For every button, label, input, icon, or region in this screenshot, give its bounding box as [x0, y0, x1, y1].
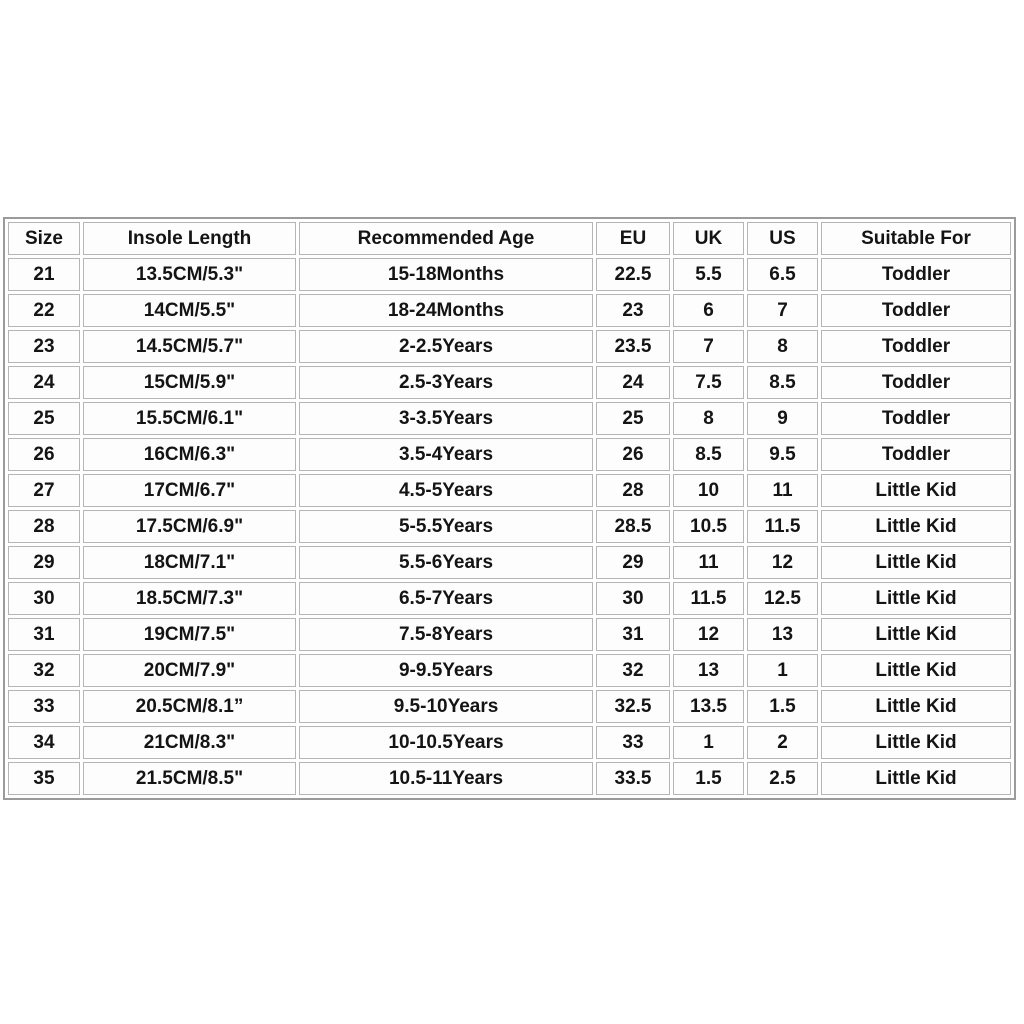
- table-cell: 32.5: [596, 690, 670, 723]
- table-cell: 16CM/6.3": [83, 438, 296, 471]
- table-row: [8, 510, 1011, 543]
- table-cell: 8: [747, 330, 818, 363]
- table-cell: 2: [747, 726, 818, 759]
- table-cell: 21: [8, 258, 80, 291]
- table-cell: 21CM/8.3": [83, 726, 296, 759]
- table-cell: 11: [673, 546, 744, 579]
- table-row: [8, 690, 1011, 723]
- table-cell: Toddler: [821, 330, 1011, 363]
- table-cell: Little Kid: [821, 510, 1011, 543]
- table-cell: 22.5: [596, 258, 670, 291]
- table-cell: 31: [8, 618, 80, 651]
- table-cell: 10-10.5Years: [299, 726, 593, 759]
- table-cell: 6.5-7Years: [299, 582, 593, 615]
- table-cell: 14.5CM/5.7": [83, 330, 296, 363]
- table-cell: 1.5: [673, 762, 744, 795]
- table-cell: 9.5-10Years: [299, 690, 593, 723]
- table-cell: 9.5: [747, 438, 818, 471]
- table-cell: 34: [8, 726, 80, 759]
- table-cell: 10: [673, 474, 744, 507]
- table-cell: Little Kid: [821, 690, 1011, 723]
- table-cell: 22: [8, 294, 80, 327]
- table-cell: 12: [747, 546, 818, 579]
- table-cell: 10.5: [673, 510, 744, 543]
- table-cell: Little Kid: [821, 582, 1011, 615]
- table-cell: 21.5CM/8.5": [83, 762, 296, 795]
- table-cell: 11: [747, 474, 818, 507]
- table-row: [8, 294, 1011, 327]
- table-cell: Little Kid: [821, 762, 1011, 795]
- table-cell: 13: [747, 618, 818, 651]
- table-cell: Toddler: [821, 366, 1011, 399]
- table-cell: 2.5: [747, 762, 818, 795]
- table-cell: 29: [596, 546, 670, 579]
- table-cell: 33.5: [596, 762, 670, 795]
- table-cell: Little Kid: [821, 618, 1011, 651]
- table-cell: 9-9.5Years: [299, 654, 593, 687]
- table-cell: 17CM/6.7": [83, 474, 296, 507]
- table-cell: 6: [673, 294, 744, 327]
- table-cell: 32: [8, 654, 80, 687]
- size-chart: [3, 217, 1016, 800]
- table-cell: Little Kid: [821, 654, 1011, 687]
- table-cell: 7: [747, 294, 818, 327]
- table-cell: 8.5: [673, 438, 744, 471]
- table-cell: 2-2.5Years: [299, 330, 593, 363]
- table-cell: 18-24Months: [299, 294, 593, 327]
- table-cell: 27: [8, 474, 80, 507]
- table-cell: 18CM/7.1": [83, 546, 296, 579]
- table-cell: Toddler: [821, 294, 1011, 327]
- header-cell-suitable-for: Suitable For: [821, 222, 1011, 255]
- table-cell: 5.5-6Years: [299, 546, 593, 579]
- table-body: [8, 258, 1011, 795]
- table-cell: 13.5: [673, 690, 744, 723]
- table-row: [8, 474, 1011, 507]
- table-cell: 25: [596, 402, 670, 435]
- table-row: [8, 726, 1011, 759]
- table-cell: 31: [596, 618, 670, 651]
- table-cell: 15-18Months: [299, 258, 593, 291]
- header-cell-us: US: [747, 222, 818, 255]
- table-cell: 20CM/7.9": [83, 654, 296, 687]
- table-cell: 35: [8, 762, 80, 795]
- table-cell: 26: [8, 438, 80, 471]
- table-cell: 33: [596, 726, 670, 759]
- table-row: [8, 618, 1011, 651]
- table-row: [8, 366, 1011, 399]
- table-cell: Little Kid: [821, 546, 1011, 579]
- table-cell: 32: [596, 654, 670, 687]
- size-chart-table: [3, 217, 1016, 800]
- table-row: [8, 582, 1011, 615]
- table-cell: 4.5-5Years: [299, 474, 593, 507]
- table-cell: 18.5CM/7.3": [83, 582, 296, 615]
- table-cell: 5-5.5Years: [299, 510, 593, 543]
- table-cell: Toddler: [821, 402, 1011, 435]
- table-cell: 5.5: [673, 258, 744, 291]
- table-row: [8, 438, 1011, 471]
- table-cell: 1: [673, 726, 744, 759]
- header-cell-size: Size: [8, 222, 80, 255]
- table-cell: 23.5: [596, 330, 670, 363]
- table-cell: 33: [8, 690, 80, 723]
- table-cell: 12: [673, 618, 744, 651]
- table-row: [8, 330, 1011, 363]
- table-cell: 10.5-11Years: [299, 762, 593, 795]
- table-cell: 28: [596, 474, 670, 507]
- table-cell: 30: [596, 582, 670, 615]
- table-cell: 25: [8, 402, 80, 435]
- table-cell: 13: [673, 654, 744, 687]
- table-cell: 3-3.5Years: [299, 402, 593, 435]
- table-row: [8, 654, 1011, 687]
- table-cell: Toddler: [821, 438, 1011, 471]
- table-cell: 14CM/5.5": [83, 294, 296, 327]
- table-cell: 7.5: [673, 366, 744, 399]
- table-cell: 26: [596, 438, 670, 471]
- table-cell: 19CM/7.5": [83, 618, 296, 651]
- table-cell: 15.5CM/6.1": [83, 402, 296, 435]
- table-row: [8, 546, 1011, 579]
- table-cell: 29: [8, 546, 80, 579]
- table-cell: 11.5: [673, 582, 744, 615]
- header-row: [8, 222, 1011, 255]
- table-row: [8, 762, 1011, 795]
- table-cell: 17.5CM/6.9": [83, 510, 296, 543]
- table-cell: 8.5: [747, 366, 818, 399]
- table-row: [8, 258, 1011, 291]
- table-cell: 2.5-3Years: [299, 366, 593, 399]
- table-cell: 9: [747, 402, 818, 435]
- table-cell: 20.5CM/8.1”: [83, 690, 296, 723]
- table-cell: 12.5: [747, 582, 818, 615]
- table-cell: Toddler: [821, 258, 1011, 291]
- table-cell: 23: [8, 330, 80, 363]
- table-cell: 11.5: [747, 510, 818, 543]
- table-cell: 1: [747, 654, 818, 687]
- table-cell: 7: [673, 330, 744, 363]
- table-cell: Little Kid: [821, 726, 1011, 759]
- table-cell: 23: [596, 294, 670, 327]
- table-cell: 1.5: [747, 690, 818, 723]
- table-cell: 24: [596, 366, 670, 399]
- table-cell: 24: [8, 366, 80, 399]
- table-cell: Little Kid: [821, 474, 1011, 507]
- header-cell-eu: EU: [596, 222, 670, 255]
- table-cell: 30: [8, 582, 80, 615]
- header-cell-recommended-age: Recommended Age: [299, 222, 593, 255]
- header-cell-insole-length: Insole Length: [83, 222, 296, 255]
- table-cell: 15CM/5.9": [83, 366, 296, 399]
- table-cell: 3.5-4Years: [299, 438, 593, 471]
- table-cell: 7.5-8Years: [299, 618, 593, 651]
- table-cell: 13.5CM/5.3": [83, 258, 296, 291]
- header-cell-uk: UK: [673, 222, 744, 255]
- table-cell: 28: [8, 510, 80, 543]
- table-cell: 8: [673, 402, 744, 435]
- table-row: [8, 402, 1011, 435]
- table-cell: 6.5: [747, 258, 818, 291]
- table-cell: 28.5: [596, 510, 670, 543]
